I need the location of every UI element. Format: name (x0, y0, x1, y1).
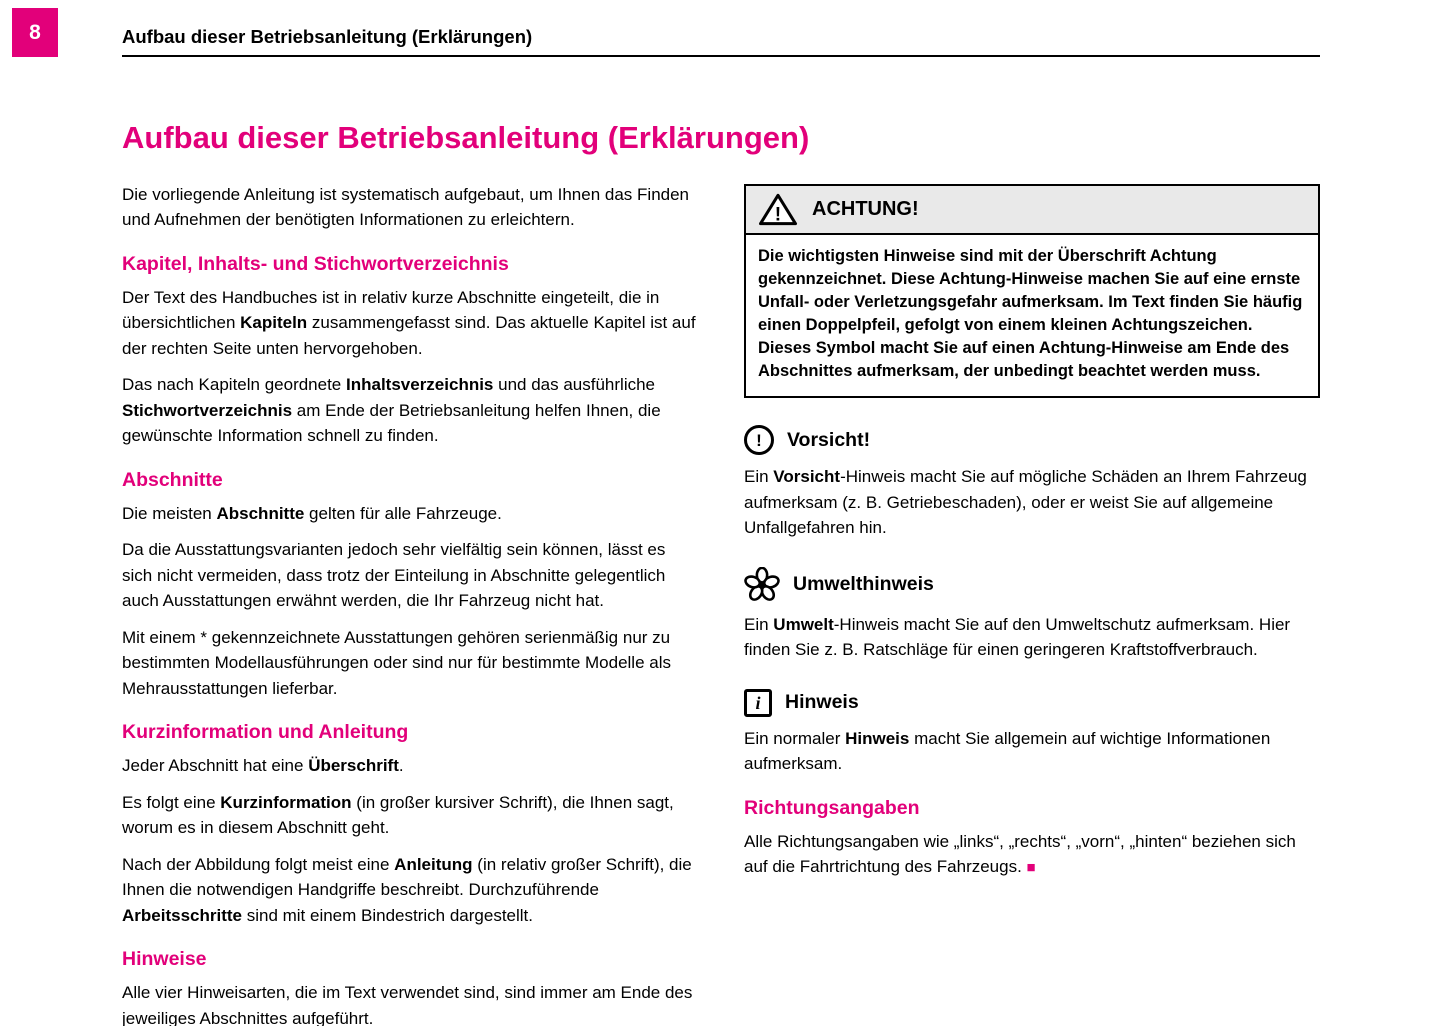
page-content (122, 120, 1320, 1026)
achtung-warning-box (744, 184, 1320, 399)
section-heading-kapitel: Kapitel, Inhalts- und Stichwortverzeichnis (122, 252, 509, 275)
hinweis-title: Hinweis (785, 691, 859, 714)
paragraph: Das nach Kapiteln geordnete Inhaltsverzeichnis und das ausführliche Stichwortverzeichnis am Ende der Betriebsanleitung helfen Ihnen, die gewünschte Information schnell zu finden. (122, 375, 661, 446)
running-header: Aufbau dieser Betriebsanleitung (Erklärungen) (122, 26, 533, 47)
caution-circle-icon (744, 425, 774, 455)
flower-icon (744, 567, 780, 603)
hinweis-heading-row (744, 689, 1320, 717)
paragraph: Nach der Abbildung folgt meist eine Anleitung (in relativ großer Schrift), die Ihnen die notwendigen Handgriffe beschreibt. Durchzuführende Arbeitsschritte sind mit einem Bindestrich dargestellt. (122, 854, 692, 925)
richtung-paragraph (744, 829, 1320, 880)
two-column-layout (122, 182, 1320, 1026)
vorsicht-paragraph: Ein Vorsicht-Hinweis macht Sie auf mögliche Schäden an Ihrem Fahrzeug aufmerksam (z. B. Getriebeschaden), oder er weist Sie auf allgemeine Unfallgefahren hin. (744, 467, 1307, 538)
paragraph: Mit einem * gekennzeichnete Ausstattungen gehören serienmäßig nur zu bestimmten Modellausführungen oder sind nur für bestimmte Modelle als Mehrausstattungen lieferbar. (122, 627, 671, 698)
warning-exclamation-glyph: ! (774, 203, 782, 225)
paragraph: Da die Ausstattungsvarianten jedoch sehr vielfältig sein können, lässt es sich nicht vermeiden, dass trotz der Einteilung in Abschnitte gelegentlich auch Ausstattungen erwähnt werden, die Ihr Fahrzeug nicht hat. (122, 540, 666, 611)
right-column (744, 182, 1320, 891)
section-end-mark: ■ (1026, 859, 1036, 877)
achtung-box-header (746, 186, 1318, 235)
vorsicht-heading-row (744, 425, 1320, 455)
paragraph: Jeder Abschnitt hat eine Überschrift. (122, 756, 404, 776)
achtung-title: ACHTUNG! (812, 197, 919, 220)
header-rule (122, 55, 1320, 57)
warning-triangle-icon (758, 192, 798, 227)
umwelt-title: Umwelthinweis (793, 573, 934, 596)
vorsicht-title: Vorsicht! (787, 428, 871, 451)
left-column (122, 182, 700, 1026)
intro-paragraph: Die vorliegende Anleitung ist systematisch aufgebaut, um Ihnen das Finden und Aufnehmen der benötigten Informationen zu erleichtern. (122, 184, 690, 230)
richtung-text: Alle Richtungsangaben wie „links“, „rechts“, „vorn“, „hinten“ beziehen sich auf die Fahrtrichtung des Fahrzeugs. (744, 831, 1296, 877)
paragraph: Der Text des Handbuches ist in relativ kurze Abschnitte eingeteilt, die in übersichtlichen Kapiteln zusammengefasst sind. Das aktuelle Kapitel ist auf der rechten Seite unten hervorgehoben. (122, 287, 696, 358)
umwelt-paragraph: Ein Umwelt-Hinweis macht Sie auf den Umweltschutz aufmerksam. Hier finden Sie z. B. Ratschläge für einen geringeren Kraftstoffverbrauch. (744, 614, 1291, 660)
section-heading-abschnitte: Abschnitte (122, 468, 223, 491)
paragraph: Es folgt eine Kurzinformation (in großer kursiver Schrift), die Ihnen sagt, worum es in diesem Abschnitt geht. (122, 792, 674, 838)
page-number: 8 (29, 20, 41, 44)
hinweis-paragraph: Ein normaler Hinweis macht Sie allgemein auf wichtige Informationen aufmerksam. (744, 728, 1271, 774)
achtung-body: Die wichtigsten Hinweise sind mit der Überschrift Achtung gekennzeichnet. Diese Achtung-Hinweise machen Sie auf eine ernste Unfall- oder Verletzungsgefahr aufmerksam. Im Text finden Sie häufig einen Doppelpfeil, gefolgt von einem kleinen Achtungszeichen. Dieses Symbol macht Sie auf einen Achtung-Hinweise am Ende des Abschnittes aufmerksam, der unbedingt beachtet werden muss. (758, 246, 1303, 381)
info-glyph: i (755, 692, 761, 713)
paragraph: Die meisten Abschnitte gelten für alle Fahrzeuge. (122, 503, 502, 523)
section-heading-richtungsangaben: Richtungsangaben (744, 796, 920, 819)
section-heading-hinweise: Hinweise (122, 948, 207, 971)
section-heading-kurzinformation: Kurzinformation und Anleitung (122, 721, 409, 744)
page-title: Aufbau dieser Betriebsanleitung (Erklärungen) (122, 120, 810, 155)
umwelt-heading-row (744, 567, 1320, 603)
info-icon (744, 689, 772, 717)
paragraph: Alle vier Hinweisarten, die im Text verwendet sind, sind immer am Ende des jeweiliges Abschnittes aufgeführt. (122, 983, 693, 1026)
page-number-badge (12, 8, 58, 57)
caution-exclamation-glyph: ! (756, 430, 762, 450)
